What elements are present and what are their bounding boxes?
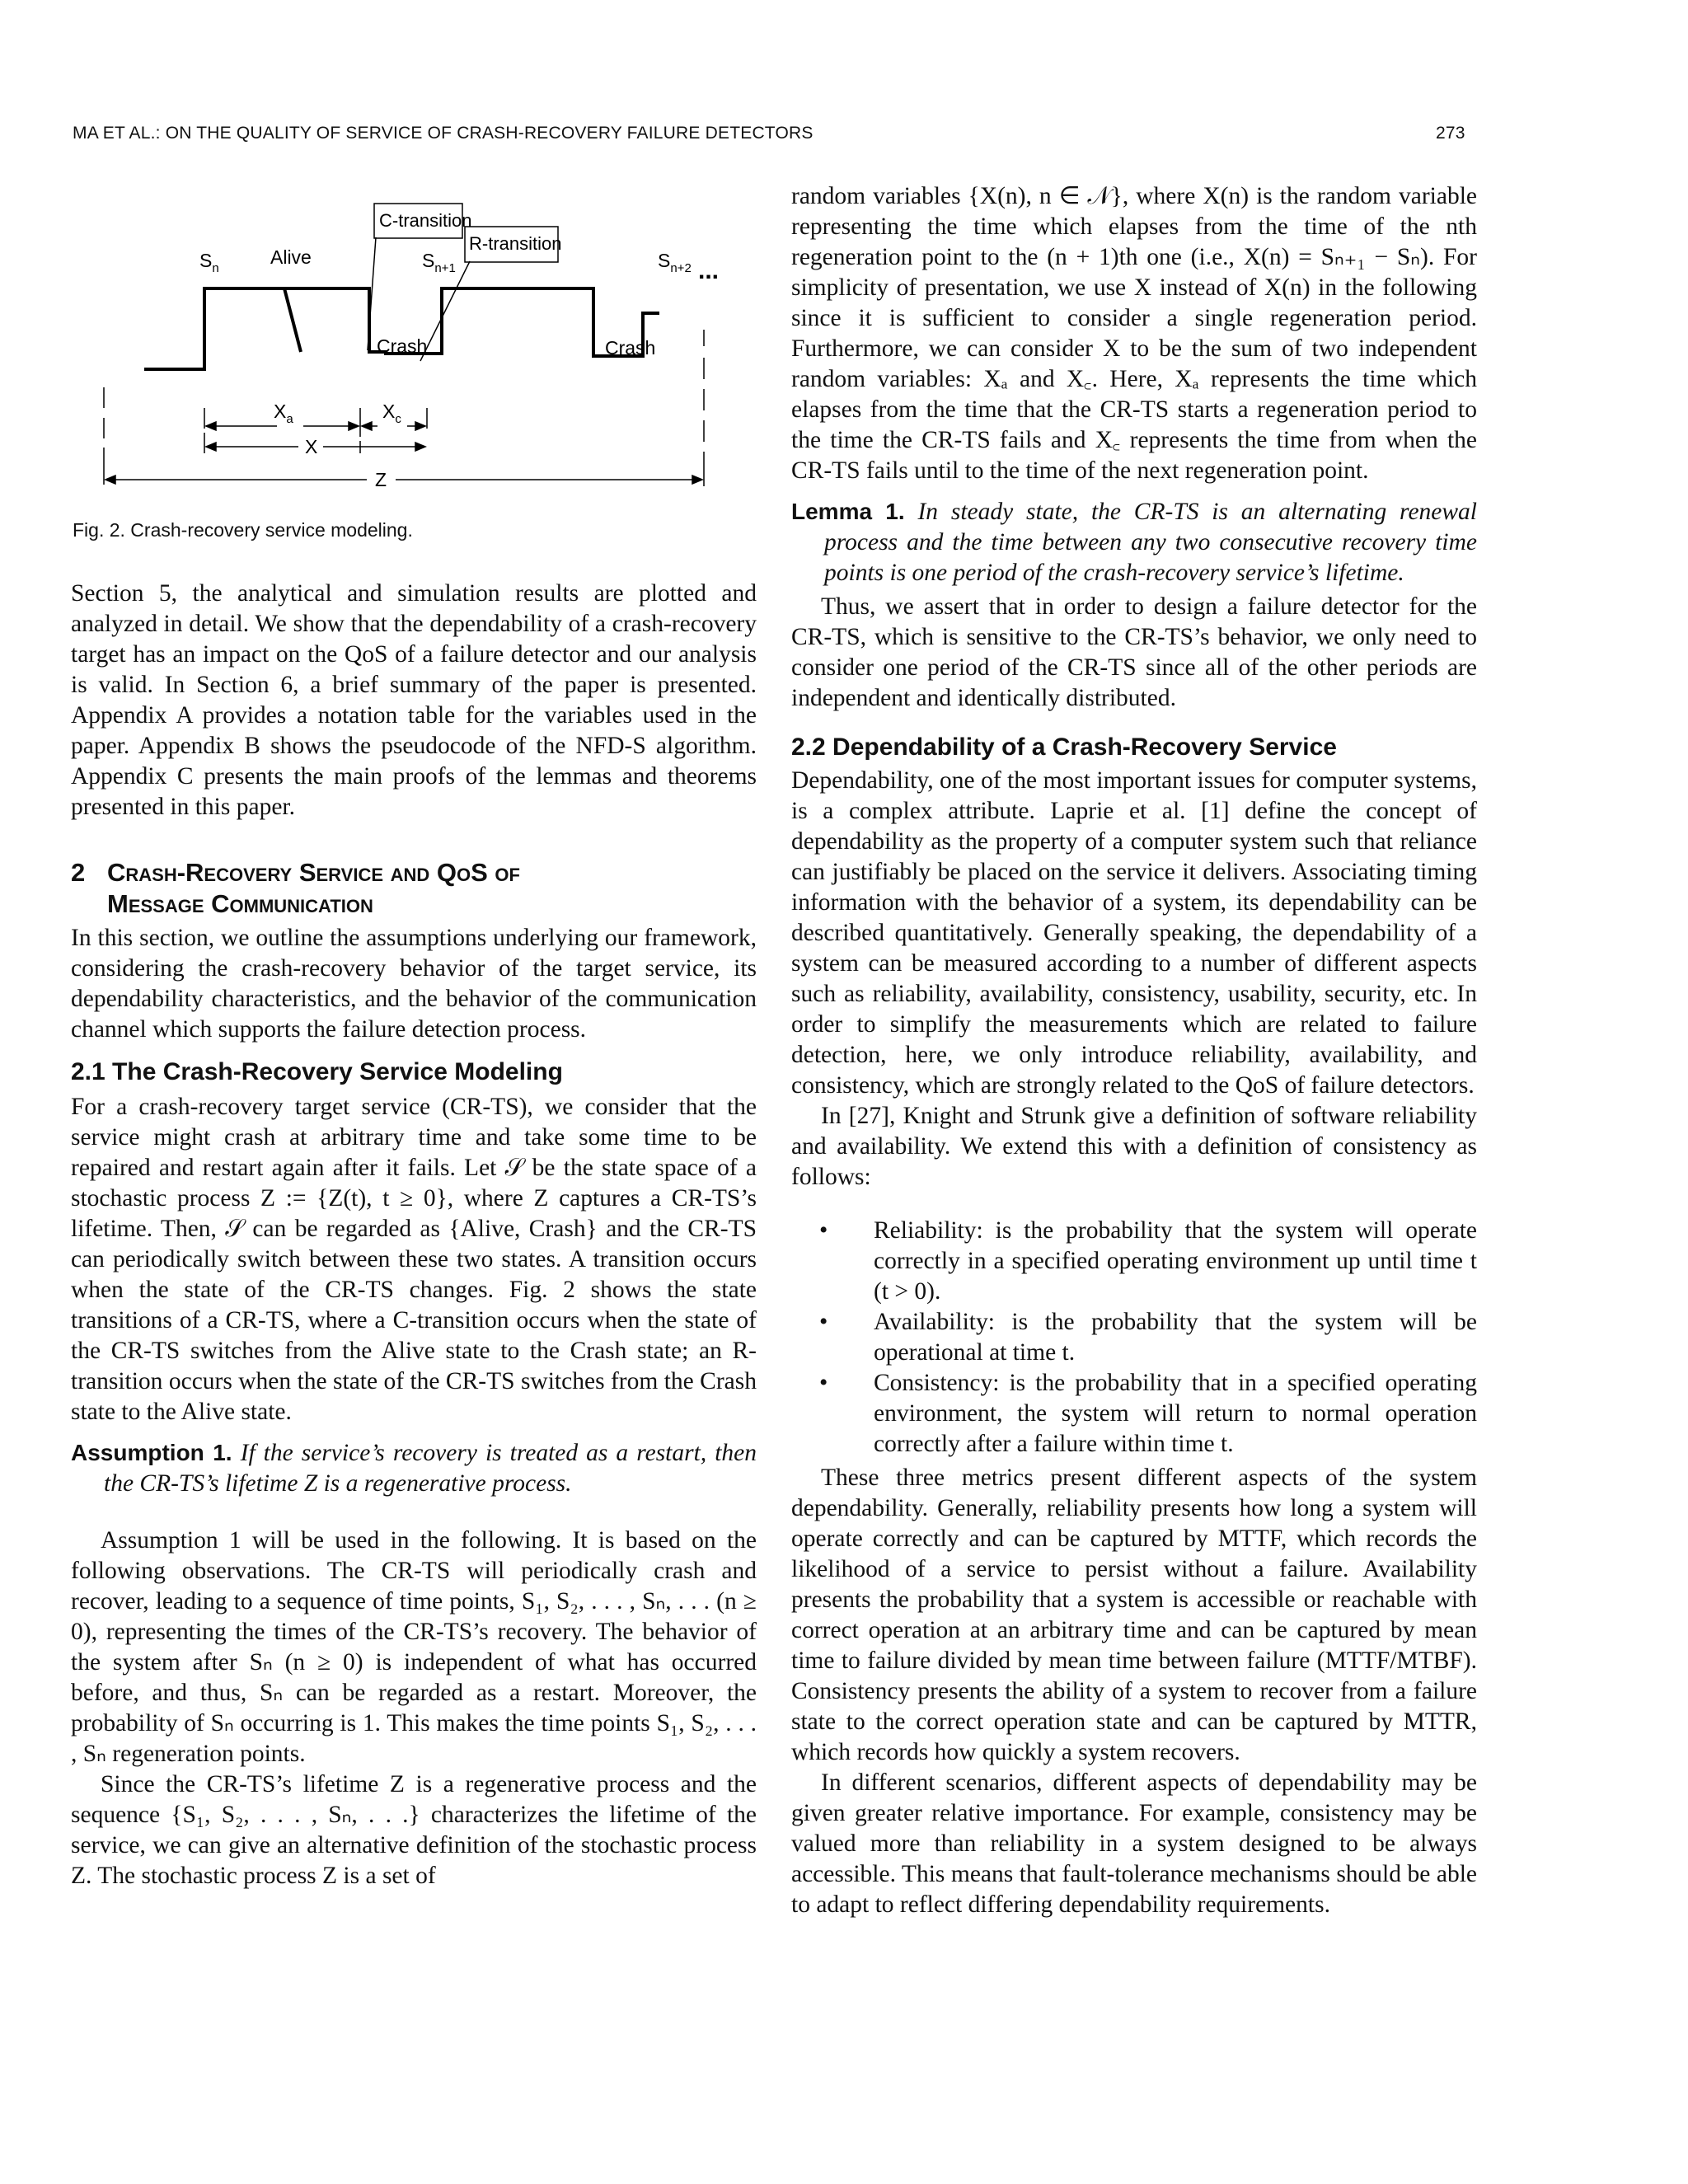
- paragraph-knight-strunk: In [27], Knight and Strunk give a definition of software reliability and availability. We extend this with a definition of consistency as follows:: [791, 1103, 1477, 1190]
- figure-caption: Fig. 2. Crash-recovery service modeling.: [73, 519, 413, 541]
- paragraph-random-variables: random variables {X(n), n ∈ 𝒩}, where X(n) is the random variable representing the time which elapses from the time of the nth regeneration point to the (n + 1)th one (i.e., X(n) = Sₙ₊₁ − Sₙ). For simplicity of presentation, we use X instead of X(n) in the following since it is sufficient to consider a single regeneration period. Furthermore, we can consider X to be the sum of two independent random variables: Xₐ and X꜀. Here, Xₐ represents the time which elapses from the time that the CR-TS starts a regeneration period to the time the CR-TS fails and X꜀ represents the time from when the CR-TS fails until to the time of the next regeneration point.: [791, 183, 1477, 484]
- paragraph-thus: Thus, we assert that in order to design a failure detector for the CR-TS, which is sensitive to the CR-TS’s behavior, we only need to consider one period of the CR-TS since all of the other periods are independent and identically distributed.: [791, 593, 1477, 711]
- label-z: Z: [375, 469, 387, 490]
- label-crash-2: Crash: [605, 337, 656, 359]
- label-xc: $X_c$: [382, 401, 401, 426]
- label-sn1: $S_{n+1}$: [422, 250, 456, 275]
- paragraph-scenarios: In different scenarios, different aspects of dependability may be given greater relative importance. For example, consistency may be valued more than reliability in a system designed to be always accessible. This means that fault-tolerance mechanisms should be able to adapt to reflect differing dependability requirements.: [791, 1769, 1477, 1918]
- label-crash-1: Crash: [377, 335, 428, 357]
- label-x: X: [305, 436, 318, 457]
- subsection-2-1-heading: 2.1 The Crash-Recovery Service Modeling: [71, 1058, 563, 1085]
- section-2-heading: 2 Crash-Recovery Service and QoS of Message Communication: [71, 858, 520, 918]
- paragraph-2-2: Dependability, one of the most important issues for computer systems, is a complex attribute. Laprie et al. [1] define the concept of dependability as the property of a computer system such that reliance can justifiably be placed on the service it delivers. Associating timing information with the behavior of a system, its dependability can be described quantitatively. Generally speaking, the dependability of a system can be measured according to a number of different aspects such as reliability, availability, consistency, usability, security, etc. In order to simplify the measurements which are related to failure detection, here, we only introduce reliability, availability, and consistency, which are strongly related to the QoS of failure detectors.: [791, 767, 1477, 1099]
- list-item: • Availability: is the probability that the system will be operational at time t.: [819, 1309, 1477, 1366]
- crash-recovery-figure: [82, 181, 742, 511]
- left-column: [71, 579, 757, 1891]
- list-item: • Consistency: is the probability that in a specified operating environment, the system will return to normal operation correctly after a failure within time t.: [819, 1370, 1477, 1457]
- right-column: [791, 181, 1477, 1920]
- subsection-2-2-heading: 2.2 Dependability of a Crash-Recovery Service: [791, 733, 1337, 761]
- running-title: MA ET AL.: ON THE QUALITY OF SERVICE OF CRASH-RECOVERY FAILURE DETECTORS: [73, 124, 814, 143]
- label-xa: $X_a$: [274, 401, 293, 426]
- assumption-1: Assumption 1. If the service’s recovery is treated as a restart, then the CR-TS’s lifetime Z is a regenerative process.: [71, 1440, 757, 1497]
- label-ellipsis: ...: [698, 257, 720, 284]
- label-r-transition: R-transition: [469, 233, 562, 254]
- label-c-transition: C-transition: [379, 210, 472, 231]
- paragraph-assumption-discussion: Assumption 1 will be used in the following. It is based on the following observations. The CR-TS will periodically crash and recover, leading to a sequence of time points, S₁, S₂, . . . , Sₙ, . . . (n ≥ 0), representing the times of the CR-TS’s recovery. The behavior of the system after Sₙ (n ≥ 0) is independent of what has occurred before, and thus, Sₙ can be regarded as a restart. Moreover, the probability of Sₙ occurring is 1. This makes the time points S₁, S₂, . . . , Sₙ regeneration points.: [71, 1527, 757, 1767]
- label-alive: Alive: [270, 246, 312, 268]
- paragraph-section-2: In this section, we outline the assumptions underlying our framework, considering the crash-recovery behavior of the target service, its dependability characteristics, and the behavior of the communication channel which supports the failure detection process.: [71, 925, 757, 1043]
- paragraph-intro: Section 5, the analytical and simulation results are plotted and analyzed in detail. We show that the dependability of a crash-recovery target has an impact on the QoS of a failure detector and our analysis is valid. In Section 6, a brief summary of the paper is presented. Appendix A provides a notation table for the variables used in the paper. Appendix B shows the pseudocode of the NFD-S algorithm. Appendix C presents the main proofs of the lemmas and theorems presented in this paper.: [71, 580, 757, 820]
- list-item: • Reliability: is the probability that the system will operate correctly in a specified operating environment up until time t (t > 0).: [819, 1217, 1477, 1305]
- label-sn2: $S_{n+2}$: [658, 250, 692, 275]
- paragraph-metrics: These three metrics present different aspects of the system dependability. Generally, reliability presents how long a system will operate correctly and can be captured by MTTF, which records the likelihood of a service to persist without a failure. Availability presents the probability that a system is accessible or reachable with correct operation at an arbitrary time and can be captured by mean time to failure divided by mean time between failure (MTTF/MTBF). Consistency presents the ability of a system to recover from a failure state to the correct operation state and can be captured by MTTR, which records how quickly a system recovers.: [791, 1465, 1477, 1765]
- paragraph-since: Since the CR-TS’s lifetime Z is a regenerative process and the sequence {S₁, S₂, . . . , Sₙ, . . .} characterizes the lifetime of the service, we can give an alternative definition of the stochastic process Z. The stochastic process Z is a set of: [71, 1771, 757, 1889]
- page-number: 273: [1436, 124, 1465, 143]
- dependability-list: [791, 1216, 1477, 1460]
- label-sn: $S_n$: [199, 250, 219, 275]
- lemma-1: Lemma 1. In steady state, the CR-TS is an alternating renewal process and the time between any two consecutive recovery time points is one period of the crash-recovery service’s lifetime.: [791, 499, 1478, 586]
- paragraph-2-1: For a crash-recovery target service (CR-TS), we consider that the service might crash at arbitrary time and take some time to be repaired and restart again after it fails. Let 𝒮 be the state space of a stochastic process Z := {Z(t), t ≥ 0}, where Z captures a CR-TS’s lifetime. Then, 𝒮 can be regarded as {Alive, Crash} and the CR-TS can periodically switch between these two states. A transition occurs when the state of the CR-TS changes. Fig. 2 shows the state transitions of a CR-TS, where a C-transition occurs when the state of the CR-TS switches from the Alive state to the Crash state; an R-transition occurs when the state of the CR-TS switches from the Crash state to the Alive state.: [71, 1094, 757, 1425]
